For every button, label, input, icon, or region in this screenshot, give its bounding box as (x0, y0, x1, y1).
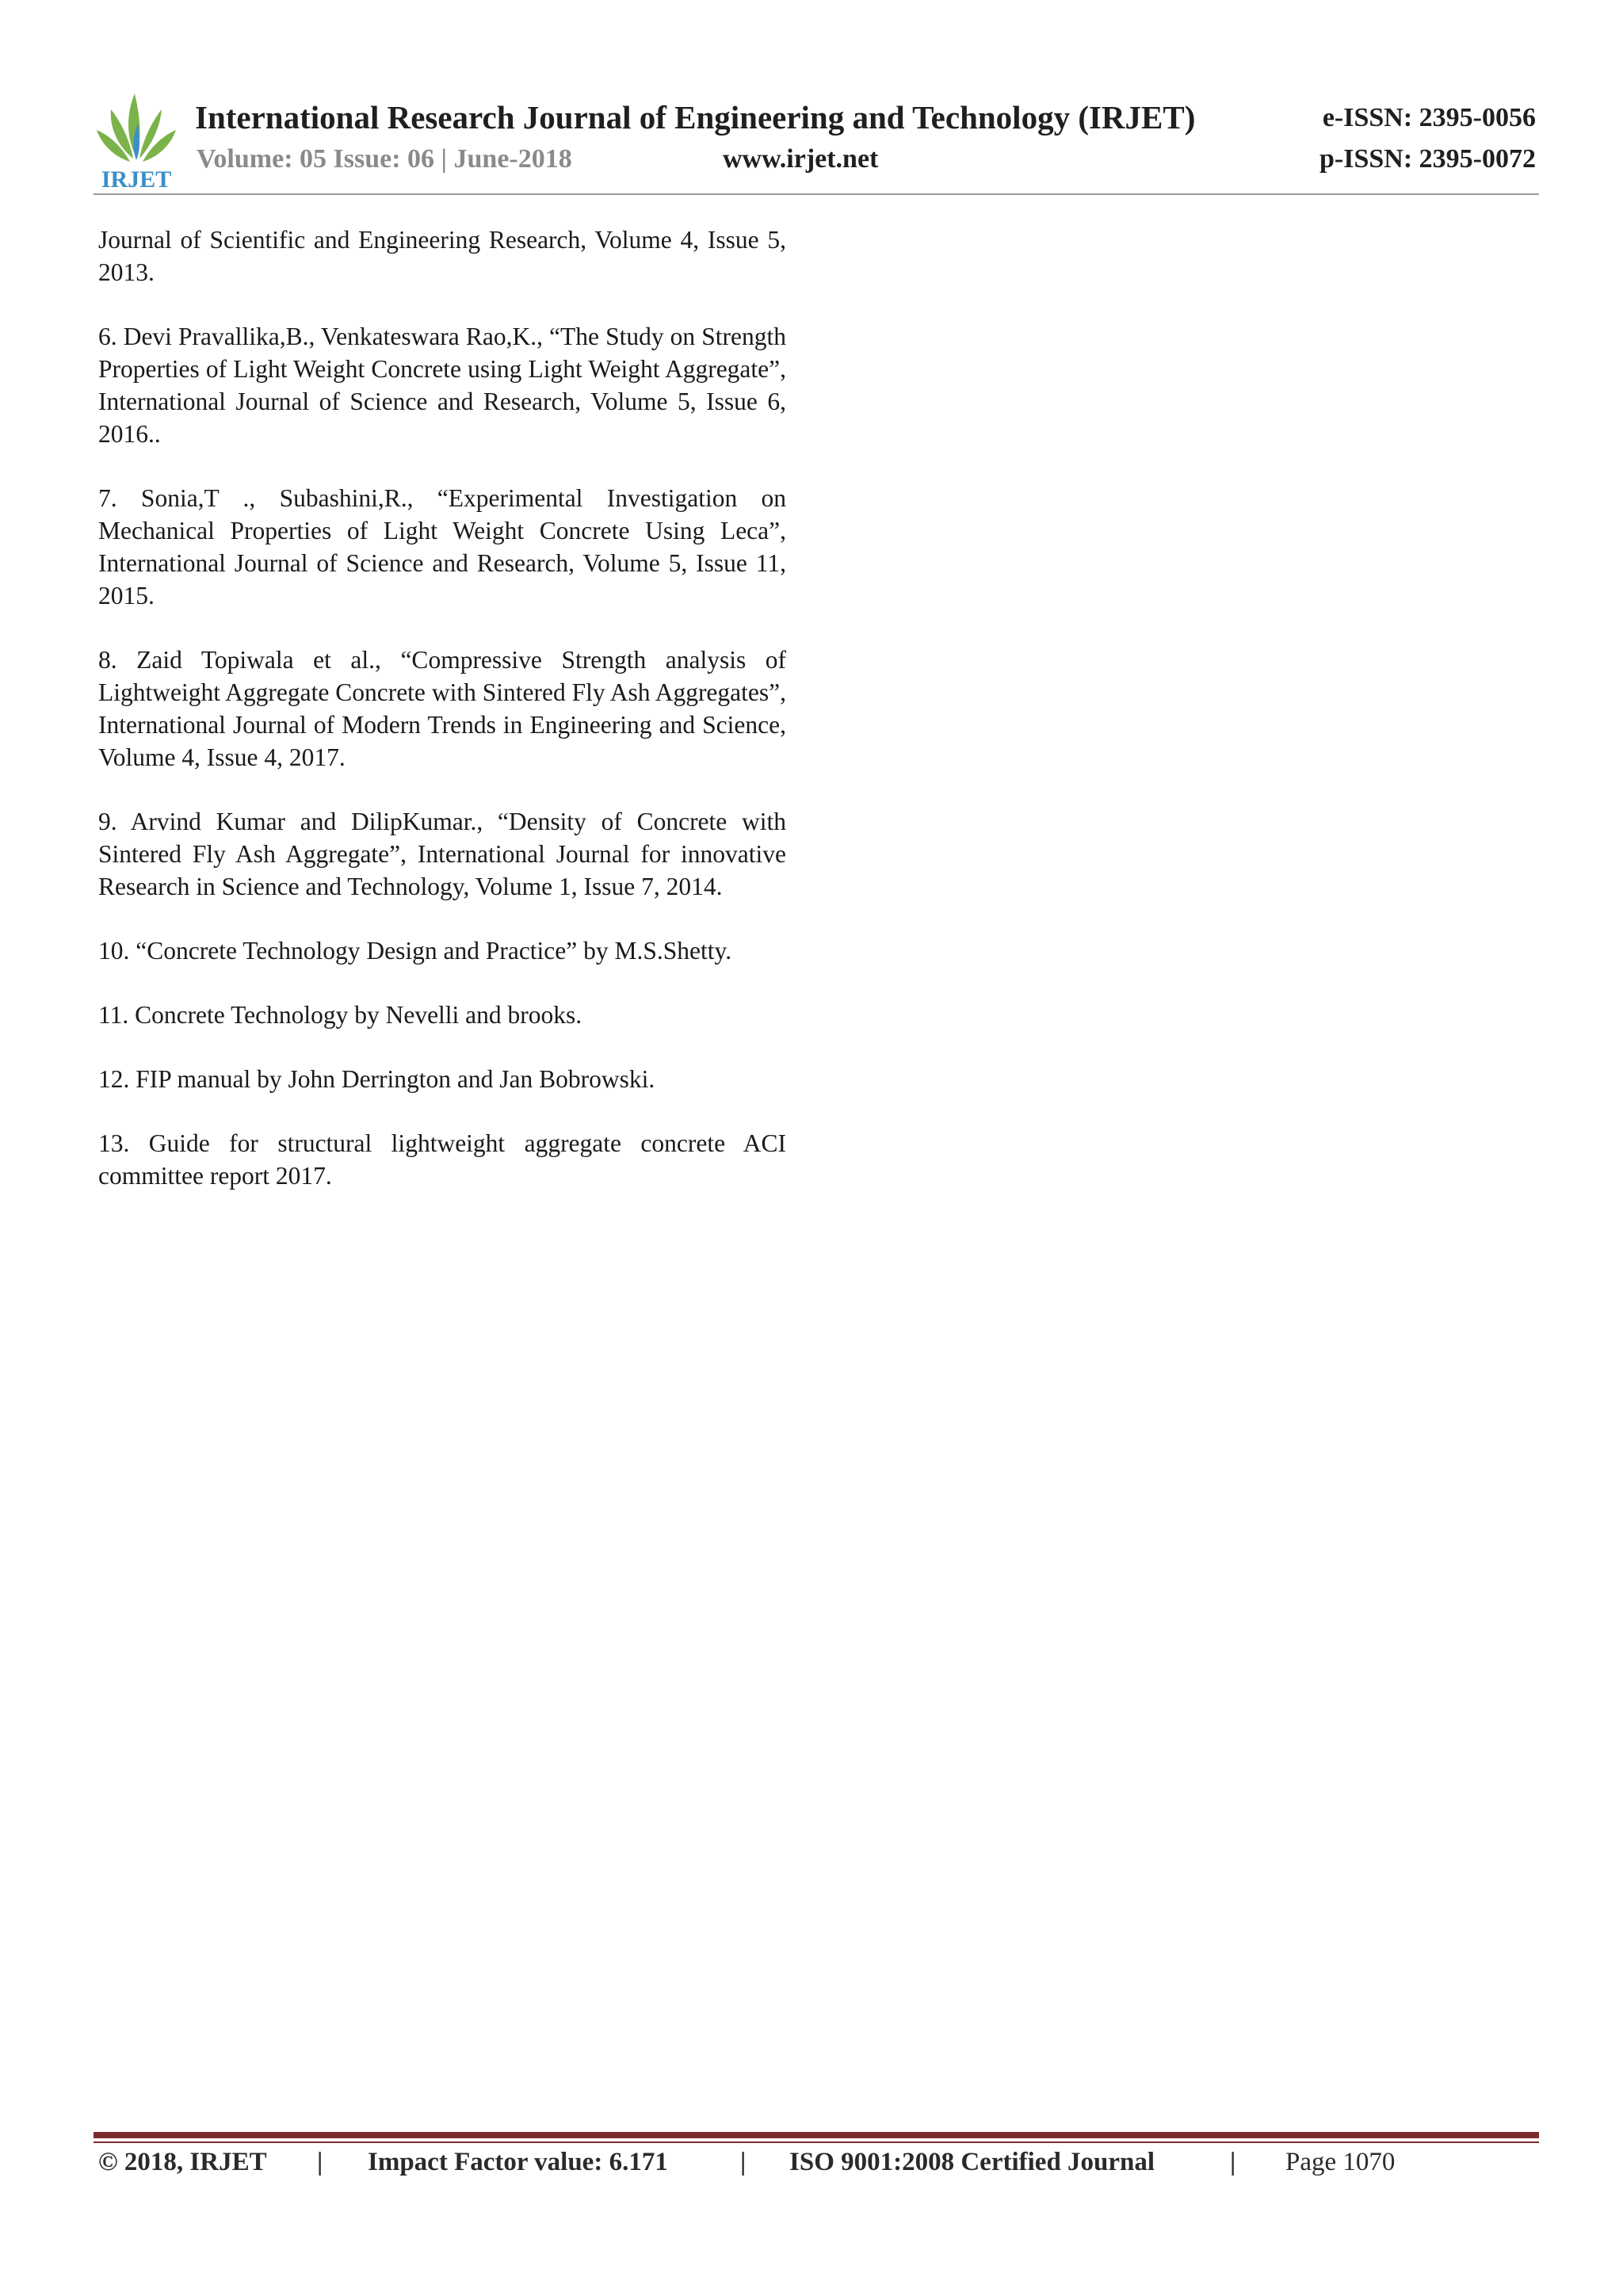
reference-item: 13. Guide for structural lightweight aggregate concrete ACI committee report 2017. (98, 1129, 786, 1190)
volume-issue: Volume: 05 Issue: 06 | June-2018 (197, 144, 572, 174)
footer-copyright: © 2018, IRJET (98, 2148, 267, 2176)
journal-website: www.irjet.net (723, 144, 879, 174)
footer-iso: ISO 9001:2008 Certified Journal (789, 2148, 1155, 2176)
reference-item: Journal of Scientific and Engineering Research, Volume 4, Issue 5, 2013. (98, 226, 786, 286)
p-issn: p-ISSN: 2395-0072 (1319, 144, 1536, 174)
e-issn: e-ISSN: 2395-0056 (1322, 103, 1536, 132)
irjet-logo (94, 89, 179, 190)
reference-item: 12. FIP manual by John Derrington and Jan Bobrowski. (98, 1065, 655, 1093)
footer-rule (94, 2132, 1539, 2138)
reference-item: 7. Sonia,T ., Subashini,R., “Experimental Investigation on Mechanical Properties of Light Weight Concrete Using Leca”, International Journal of Science and Research, Volume 5, Issue 11, 2015. (98, 484, 786, 609)
footer-rule-thin (94, 2141, 1539, 2143)
references-column (98, 223, 786, 1224)
reference-item: 11. Concrete Technology by Nevelli and brooks. (98, 1001, 582, 1029)
footer-separator: | (317, 2148, 323, 2176)
footer-page-number: Page 1070 (1285, 2148, 1396, 2176)
header-rule (94, 193, 1539, 195)
reference-item: 9. Arvind Kumar and DilipKumar., “Density of Concrete with Sintered Fly Ash Aggregate”, International Journal for innovative Research in Science and Technology, Volume 1, Issue 7, 2014. (98, 808, 786, 900)
journal-title: International Research Journal of Engineering and Technology (IRJET) (195, 99, 1196, 136)
reference-item: 6. Devi Pravallika,B., Venkateswara Rao,K., “The Study on Strength Properties of Light Weight Concrete using Light Weight Aggregate”, International Journal of Science and Research, Volume 5, Issue 6, 2016.. (98, 323, 786, 448)
footer-impact-factor: Impact Factor value: 6.171 (368, 2148, 668, 2176)
logo-text: IRJET (101, 166, 172, 190)
footer-separator: | (740, 2148, 747, 2176)
reference-item: 8. Zaid Topiwala et al., “Compressive Strength analysis of Lightweight Aggregate Concrete with Sintered Fly Ash Aggregates”, International Journal of Modern Trends in Engineering and Science, Volume 4, Issue 4, 2017. (98, 646, 786, 771)
reference-item: 10. “Concrete Technology Design and Practice” by M.S.Shetty. (98, 937, 732, 965)
footer-separator: | (1230, 2148, 1236, 2176)
